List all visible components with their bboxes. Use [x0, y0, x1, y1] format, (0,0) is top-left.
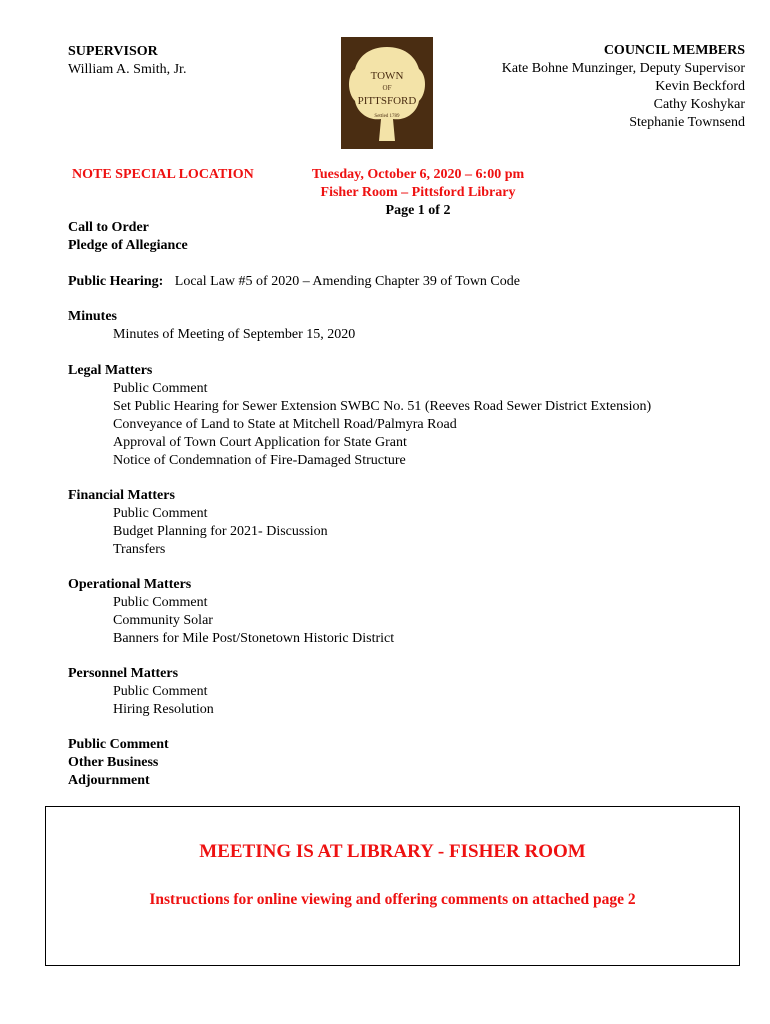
agenda-item: Public Comment: [113, 684, 208, 699]
page-number: Page 1 of 2: [385, 203, 451, 218]
council-member: Kate Bohne Munzinger, Deputy Supervisor: [501, 61, 745, 76]
logo-text-settled: Settled 1789: [374, 114, 400, 119]
section-title: Minutes: [68, 309, 117, 324]
agenda-item: Public Comment: [113, 595, 208, 610]
meeting-notice-box: [45, 806, 740, 966]
council-member: Stephanie Townsend: [629, 115, 745, 130]
agenda-closing: [68, 736, 169, 790]
section-personnel-matters: [68, 665, 214, 719]
public-hearing-text: Local Law #5 of 2020 – Amending Chapter 39 of Town Code: [174, 274, 520, 289]
section-title: Legal Matters: [68, 363, 153, 378]
section-title: Financial Matters: [68, 488, 175, 503]
agenda-item: Transfers: [113, 542, 166, 557]
agenda-item: Community Solar: [113, 613, 213, 628]
agenda-item: Public Comment: [113, 506, 208, 521]
council-block: [502, 42, 745, 132]
council-member: Kevin Beckford: [655, 79, 745, 94]
meeting-info: [298, 166, 538, 220]
agenda-item: Hiring Resolution: [113, 702, 214, 717]
meeting-date-time: Tuesday, October 6, 2020 – 6:00 pm: [311, 167, 525, 182]
section-legal-matters: [68, 362, 651, 470]
supervisor-title: SUPERVISOR: [68, 44, 158, 59]
supervisor-block: [68, 43, 186, 79]
agenda-item: Adjournment: [68, 773, 150, 788]
agenda-item: Other Business: [68, 755, 159, 770]
meeting-location: Fisher Room – Pittsford Library: [320, 185, 516, 200]
logo-text-of: OF: [382, 84, 392, 92]
public-hearing: [68, 273, 520, 291]
agenda-item: Minutes of Meeting of September 15, 2020: [113, 327, 356, 342]
council-member: Cathy Koshykar: [653, 97, 745, 112]
section-operational-matters: [68, 576, 394, 648]
agenda-item: Call to Order: [68, 220, 149, 235]
agenda-item: Public Comment: [68, 737, 169, 752]
section-minutes: [68, 308, 355, 344]
agenda-opening: [68, 219, 188, 255]
section-financial-matters: [68, 487, 328, 559]
agenda-item: Approval of Town Court Application for State Grant: [113, 435, 407, 450]
notice-box-subtitle: Instructions for online viewing and offering comments on attached page 2: [149, 891, 636, 908]
section-title: Personnel Matters: [68, 666, 179, 681]
town-seal-icon: [341, 37, 433, 149]
public-hearing-label: Public Hearing:: [68, 274, 164, 289]
agenda-item: Conveyance of Land to State at Mitchell Road/Palmyra Road: [113, 417, 457, 432]
agenda-item: Public Comment: [113, 381, 208, 396]
town-logo: [341, 37, 433, 149]
logo-text-town: TOWN: [370, 70, 404, 82]
section-title: Operational Matters: [68, 577, 192, 592]
agenda-item: Pledge of Allegiance: [68, 238, 188, 253]
notice-box-title: MEETING IS AT LIBRARY - FISHER ROOM: [199, 841, 586, 862]
supervisor-name: William A. Smith, Jr.: [68, 62, 187, 77]
council-title: COUNCIL MEMBERS: [603, 43, 745, 58]
agenda-item: Notice of Condemnation of Fire-Damaged Structure: [113, 453, 406, 468]
agenda-item: Budget Planning for 2021- Discussion: [113, 524, 328, 539]
agenda-item: Set Public Hearing for Sewer Extension SWBC No. 51 (Reeves Road Sewer District Extension): [113, 399, 652, 414]
agenda-item: Banners for Mile Post/Stonetown Historic District: [113, 631, 395, 646]
special-location-note: NOTE SPECIAL LOCATION: [72, 167, 254, 182]
logo-text-pittsford: PITTSFORD: [357, 95, 417, 107]
